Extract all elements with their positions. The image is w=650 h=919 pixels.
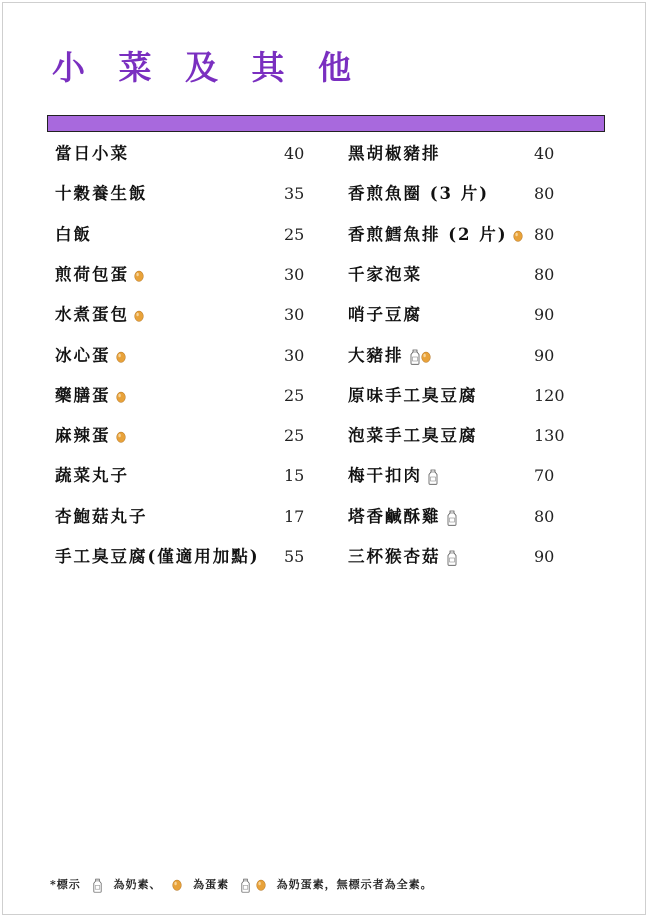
diet-marks [134, 301, 144, 331]
milk-bottle-icon [446, 550, 458, 566]
item-name-text: 梅干扣肉 [348, 466, 422, 486]
milk-bottle-icon [240, 878, 251, 893]
egg-icon [421, 351, 431, 363]
item-name-text: 三杯猴杏菇 [348, 547, 441, 566]
item-price: 80 [534, 506, 555, 526]
item-name [55, 341, 126, 372]
item-price: 80 [534, 224, 555, 244]
item-name-text: 香煎鱈魚排 (2 片) [348, 224, 508, 244]
item-name [55, 220, 92, 250]
page-title: 小 菜 及 其 他 [52, 48, 362, 87]
item-name [55, 542, 260, 572]
item-price: 40 [284, 144, 305, 163]
item-name-text: 白飯 [55, 224, 92, 244]
diet-marks [116, 422, 126, 452]
item-name-text: 麻辣蛋 [55, 426, 111, 446]
legend-footnote [50, 872, 433, 898]
item-price: 25 [284, 426, 305, 446]
item-name-text: 冰心蛋 [55, 345, 111, 365]
item-name [348, 341, 431, 372]
item-price: 55 [284, 547, 305, 566]
item-name-text: 煎荷包蛋 [55, 264, 129, 284]
egg-icon [172, 879, 182, 891]
item-name [348, 179, 489, 209]
item-name-text: 塔香鹹酥雞 [348, 506, 441, 526]
item-name [348, 139, 441, 169]
item-name [348, 461, 439, 492]
item-name-text: 原味手工臭豆腐 [348, 385, 478, 405]
item-name-text: 泡菜手工臭豆腐 [348, 426, 478, 446]
item-name-text: 香煎魚圈 (3 片) [348, 184, 490, 204]
item-name-text: 蔬菜丸子 [55, 466, 129, 486]
header-band [47, 115, 605, 132]
item-name [348, 381, 478, 411]
item-name [55, 421, 126, 452]
egg-icon [134, 270, 144, 282]
legend-milk-slot [92, 878, 103, 891]
item-name-text: 黑胡椒豬排 [348, 144, 441, 163]
item-name [348, 260, 422, 290]
item-price: 15 [284, 466, 305, 486]
item-name [348, 220, 523, 251]
item-price: 90 [534, 345, 555, 365]
item-name [55, 260, 144, 291]
egg-icon [513, 230, 523, 242]
egg-icon [256, 879, 266, 891]
legend-egg-slot [172, 878, 182, 891]
egg-icon [116, 351, 126, 363]
item-name-text: 十穀養生飯 [55, 184, 148, 204]
item-price: 90 [534, 547, 555, 566]
item-price: 25 [284, 385, 305, 405]
item-price: 35 [284, 184, 305, 204]
item-name-text: 哨子豆腐 [348, 305, 422, 325]
item-name-text: 千家泡菜 [348, 264, 422, 284]
item-name [55, 461, 129, 491]
item-name [348, 421, 478, 451]
diet-marks [427, 462, 439, 492]
item-price: 90 [534, 305, 555, 325]
item-name-text: 當日小菜 [55, 144, 129, 163]
milk-bottle-icon [92, 878, 103, 893]
diet-marks [446, 543, 458, 573]
item-price: 80 [534, 184, 555, 204]
diet-marks [446, 502, 458, 532]
egg-icon [116, 431, 126, 443]
diet-marks [116, 381, 126, 411]
legend-egg-text: 為蛋素 [193, 878, 230, 891]
legend-prefix: *標示 [50, 878, 81, 891]
item-name [348, 300, 422, 330]
item-name [348, 542, 458, 573]
diet-marks [513, 220, 523, 250]
item-price: 80 [534, 264, 555, 284]
diet-marks [116, 341, 126, 371]
item-name-text: 杏鮑菇丸子 [55, 506, 148, 526]
milk-bottle-icon [427, 469, 439, 485]
item-name-text: 水煮蛋包 [55, 305, 129, 325]
item-name [55, 300, 144, 331]
item-price: 120 [534, 385, 565, 405]
item-price: 30 [284, 345, 305, 365]
item-price: 30 [284, 305, 305, 325]
item-price: 130 [534, 426, 565, 446]
legend-both-text: 為奶蛋素，無標示者為全素。 [276, 878, 433, 891]
diet-marks [134, 260, 144, 290]
item-price: 30 [284, 264, 305, 284]
egg-icon [116, 391, 126, 403]
milk-bottle-icon [446, 510, 458, 526]
item-name [348, 502, 458, 533]
item-price: 40 [534, 144, 555, 163]
item-name-text: 手工臭豆腐(僅適用加點) [55, 547, 260, 566]
item-name [55, 381, 126, 412]
item-name-text: 大豬排 [348, 345, 404, 365]
diet-marks [409, 341, 431, 371]
item-name [55, 502, 148, 532]
item-name [55, 179, 148, 209]
item-name [55, 139, 129, 169]
milk-bottle-icon [409, 349, 421, 365]
item-name-text: 藥膳蛋 [55, 385, 111, 405]
item-price: 70 [534, 466, 555, 486]
egg-icon [134, 310, 144, 322]
item-price: 25 [284, 224, 305, 244]
item-price: 17 [284, 506, 305, 526]
legend-milk-text: 為奶素、 [113, 878, 162, 891]
legend-both-slot [240, 878, 266, 891]
